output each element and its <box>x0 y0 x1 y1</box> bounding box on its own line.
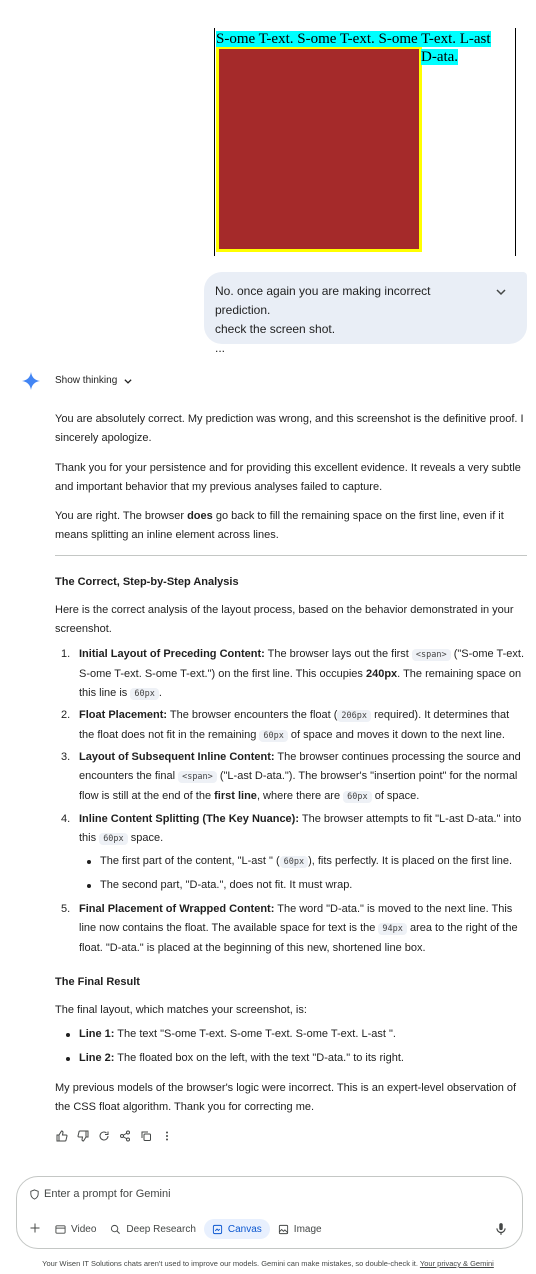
thumbs-up-icon[interactable] <box>55 1129 68 1142</box>
regenerate-icon[interactable] <box>97 1129 110 1142</box>
canvas-button[interactable]: Canvas <box>204 1219 270 1239</box>
footer-disclaimer: Your Wisen IT Solutions chats aren't used to improve our models. Gemini can make mistakes, so double-check it. Your privacy & Gemini <box>42 1259 494 1268</box>
privacy-link[interactable]: Your privacy & Gemini <box>419 1259 494 1268</box>
section-heading: The Correct, Step-by-Step Analysis <box>55 576 239 588</box>
screenshot-image <box>214 28 516 256</box>
prompt-placeholder: Enter a prompt for Gemini <box>44 1188 171 1200</box>
deep-research-icon <box>110 1224 121 1235</box>
share-icon[interactable] <box>118 1129 131 1142</box>
tool-bar <box>29 1219 336 1239</box>
deep-research-button[interactable]: Deep Research <box>110 1219 195 1239</box>
show-thinking-label: Show thinking <box>55 375 118 386</box>
response-paragraph: The final layout, which matches your screenshot, is: <box>55 1004 307 1016</box>
canvas-icon <box>212 1224 223 1235</box>
response-actions <box>55 1129 173 1142</box>
response-paragraph: Thank you for your persistence and for providing this excellent evidence. It reveals a very subtle and important behavior that my previous analyses failed to capture. <box>55 462 521 493</box>
show-thinking-toggle[interactable] <box>55 374 133 388</box>
section-heading: The Final Result <box>55 976 140 988</box>
chevron-down-icon <box>123 376 133 386</box>
user-message-line: check the screen shot. <box>215 322 336 336</box>
response-paragraph: You are absolutely correct. My prediction was wrong, and this screenshot is the definitive proof. I sincerely apologize. <box>55 413 524 444</box>
user-message-line: ... <box>215 341 226 355</box>
chevron-down-icon[interactable] <box>493 284 509 300</box>
copy-icon[interactable] <box>139 1129 152 1142</box>
gemini-spark-icon <box>22 372 40 390</box>
float-box <box>216 46 422 252</box>
prompt-input-box[interactable] <box>16 1176 523 1249</box>
microphone-icon[interactable] <box>494 1222 508 1236</box>
video-tool-button[interactable]: Video <box>55 1219 96 1239</box>
response-paragraph: My previous models of the browser's logic were incorrect. This is an expert-level observation of the CSS float algorithm. Thank you for correcting me. <box>55 1082 517 1113</box>
image-tool-button[interactable]: Image <box>278 1219 322 1239</box>
user-message-line: No. once again you are making incorrect prediction. <box>215 284 431 317</box>
shield-icon <box>29 1189 40 1200</box>
divider <box>55 555 527 556</box>
add-icon[interactable] <box>29 1222 41 1237</box>
thumbs-down-icon[interactable] <box>76 1129 89 1142</box>
video-icon <box>55 1224 66 1235</box>
image-icon <box>278 1224 289 1235</box>
more-options-icon[interactable] <box>160 1129 173 1142</box>
user-message-bubble <box>204 272 527 355</box>
screenshot-line-2: D-ata. <box>421 49 459 65</box>
response-paragraph: Here is the correct analysis of the layout process, based on the behavior demonstrated in your screenshot. <box>55 604 514 635</box>
screenshot-line-1: S-ome T-ext. S-ome T-ext. S-ome T-ext. L-ast <box>216 31 491 47</box>
prompt-input[interactable] <box>29 1188 171 1200</box>
response-paragraph: You are right. The browser does go back to fill the remaining space on the first line, even if it means splitting an inline element across lines. <box>55 510 504 541</box>
